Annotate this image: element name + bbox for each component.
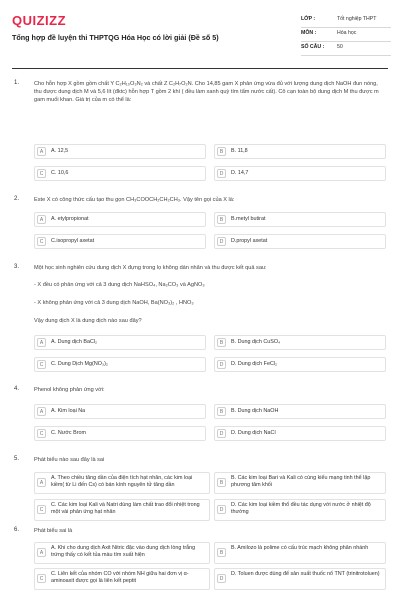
question-number: 4.	[14, 386, 20, 392]
option-c[interactable]	[34, 166, 206, 181]
option-d[interactable]	[214, 234, 386, 249]
option-d[interactable]	[214, 166, 386, 181]
meta-table	[301, 14, 391, 56]
option-text: A. Khi cho dung dịch Axit Nitric đặc vào dung dịch lòng trắng trứng thấy có kết tủa màu tím xuất hiện	[51, 545, 196, 559]
option-d[interactable]	[214, 357, 386, 372]
option-text: A. Theo chiều tăng dần của điện tích hạt nhân, các kim loại kiềm( từ Li đến Cs) có bán kính nguyên tử tăng dần	[51, 475, 193, 489]
option-letter: C	[37, 574, 46, 583]
option-text: C. 10,6	[51, 170, 69, 176]
question-number: 5.	[14, 456, 20, 462]
option-letter: B	[217, 215, 226, 224]
option-d[interactable]	[214, 426, 386, 441]
option-text: B.metyl butirat	[231, 216, 266, 222]
option-letter: B	[217, 147, 226, 156]
question-number: 3.	[14, 264, 20, 270]
option-letter: D	[217, 429, 226, 438]
question-text: Phát biểu nào sau đây là sai	[34, 457, 105, 463]
option-text: A. Kim loại Na	[51, 408, 86, 414]
option-b[interactable]	[214, 335, 386, 350]
option-letter: A	[37, 338, 46, 347]
meta-key: SỐ CÂU :	[301, 44, 325, 50]
option-letter: C	[37, 237, 46, 246]
meta-value: Hóa học	[337, 30, 357, 36]
meta-row-question-count	[301, 42, 391, 56]
option-letter: D	[217, 169, 226, 178]
option-text: D. Các kim loại kiềm thổ đều tác dụng với nước ở nhiệt độ thường	[231, 502, 371, 516]
option-c[interactable]	[34, 234, 206, 249]
option-letter: A	[37, 407, 46, 416]
option-letter: D	[217, 505, 226, 514]
option-letter: B	[217, 407, 226, 416]
option-letter: C	[37, 360, 46, 369]
option-b[interactable]	[214, 404, 386, 419]
option-text: A. 12,5	[51, 148, 69, 154]
question-text: Cho hỗn hợp X gồm gồm chất Y C₂H₁₀O₃N₂ và chất Z C₂H₇O₂N. Cho 14,85 gam X phản ứng vừa đủ với lượng dung dịch NaOH đun nóng, thu được dung dịch M và 5,6 lít (đktc) hỗn hợp T gồm 2 khí ( đều làm xanh quỳ tím tẩm nước cất). Cô cạn toàn bộ dung dịch M thu được m gam muối khan. Giá trị của m có thể là:	[34, 81, 379, 104]
option-a[interactable]	[34, 472, 210, 494]
option-c[interactable]	[34, 426, 206, 441]
option-a[interactable]	[34, 335, 206, 350]
option-letter: C	[37, 169, 46, 178]
question-text: Phát biểu sai là	[34, 528, 73, 534]
question-text: Một học sinh nghiên cứu dung dịch X đựng trong lọ không dán nhãn và thu được kết quả sau:	[34, 265, 267, 271]
option-text: B. Dung dịch NaOH	[231, 408, 279, 414]
meta-key: LỚP :	[301, 16, 316, 22]
option-letter: B	[217, 338, 226, 347]
option-letter: C	[37, 505, 46, 514]
option-letter: D	[217, 574, 226, 583]
option-c[interactable]	[34, 357, 206, 372]
option-letter: A	[37, 548, 46, 557]
option-text: C. Dung Dịch Mg(NO₃)₂	[51, 361, 109, 367]
option-text: C. Các kim loại Kali và Natri dùng làm chất trao đổi nhiệt trong một vài phản ứng hạt nhân	[51, 502, 200, 516]
question-number: 6.	[14, 527, 20, 533]
option-b[interactable]	[214, 472, 386, 494]
meta-key: MÔN :	[301, 30, 317, 36]
meta-row-subject	[301, 28, 391, 42]
option-text: B. 11,8	[231, 148, 248, 154]
option-b[interactable]	[214, 144, 386, 159]
question-text: Phenol không phản ứng với:	[34, 387, 105, 393]
option-letter: C	[37, 429, 46, 438]
option-letter: A	[37, 478, 46, 487]
question-condition: - X không phản ứng với cả 3 dung dịch NaOH, Ba(NO₃)₂ , HNO₃	[34, 300, 194, 306]
page-header	[0, 0, 400, 64]
option-letter: D	[217, 360, 226, 369]
option-text: D. Dung dịch FeCl₂	[231, 361, 278, 367]
page-title: Tổng hợp đề luyện thi THPTQG Hóa Học có lời giải (Đề số 5)	[12, 33, 219, 42]
header-divider	[12, 68, 388, 69]
option-letter: B	[217, 548, 226, 557]
option-letter: A	[37, 147, 46, 156]
option-b[interactable]	[214, 542, 386, 564]
option-a[interactable]	[34, 542, 210, 564]
meta-value: 50	[337, 44, 343, 50]
option-text: D. Toluen được dùng để sản xuất thuốc nổ TNT (trinitrotoluen)	[231, 571, 380, 577]
option-d[interactable]	[214, 499, 386, 521]
question-prompt: Vậy dung dịch X là dung dịch nào sau đây?	[34, 318, 142, 324]
option-letter: D	[217, 237, 226, 246]
option-text: B. Dung dịch CuSO₄	[231, 339, 281, 345]
option-a[interactable]	[34, 404, 206, 419]
option-text: C. Nước Brom	[51, 430, 86, 436]
option-b[interactable]	[214, 212, 386, 227]
option-a[interactable]	[34, 144, 206, 159]
option-text: A. etylpropionat	[51, 216, 89, 222]
option-text: B. Amilozo là polime có cấu trúc mạch không phân nhánh	[231, 545, 369, 551]
option-a[interactable]	[34, 212, 206, 227]
option-text: D. 14,7	[231, 170, 249, 176]
option-letter: B	[217, 478, 226, 487]
meta-value: Tốt nghiệp THPT	[337, 16, 377, 22]
question-condition: - X đều có phản ứng với cả 3 dung dịch NaHSO₄, Na₂CO₃ và AgNO₃	[34, 282, 205, 288]
option-text: D. Dung dịch NaCl	[231, 430, 276, 436]
quizizz-logo: QUIZIZZ	[12, 13, 67, 28]
option-text: C. Liên kết của nhóm CO với nhóm NH giữa hai đơn vị α-aminoaxit được gọi là liên kết peptit	[51, 571, 189, 585]
question-number: 2.	[14, 196, 20, 202]
option-letter: A	[37, 215, 46, 224]
option-text: D.propyl axetat	[231, 238, 268, 244]
option-text: B. Các kim loại Bari và Kali có cùng kiểu mạng tinh thể lập phương tâm khối	[231, 475, 371, 489]
option-d[interactable]	[214, 568, 386, 590]
meta-row-class	[301, 14, 391, 28]
option-c[interactable]	[34, 499, 210, 521]
option-text: C.isopropyl axetat	[51, 238, 95, 244]
question-text: Este X có công thức cấu tạo thu gọn CH₃COOCH₂CH₂CH₃. Vậy tên gọi của X là:	[34, 197, 235, 203]
option-c[interactable]	[34, 568, 210, 590]
option-text: A. Dung dịch BaCl₂	[51, 339, 98, 345]
question-number: 1.	[14, 80, 20, 86]
